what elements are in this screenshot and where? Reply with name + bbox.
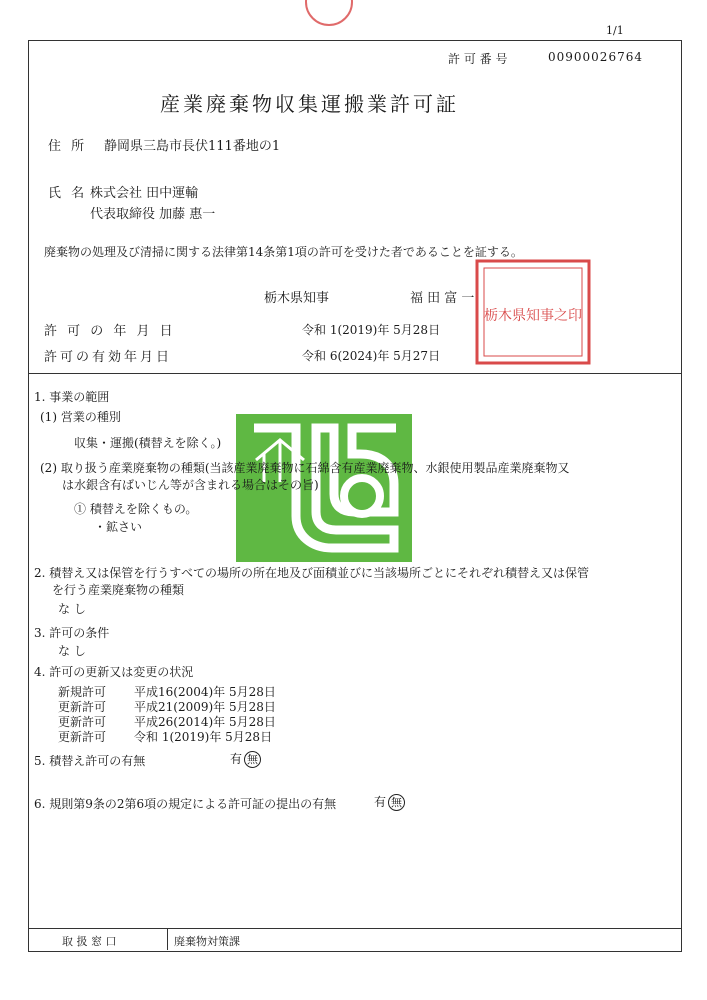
- section1-item1-value: ・鉱さい: [94, 520, 143, 534]
- section4-row-date: 平成16(2004)年 5月28日: [134, 685, 276, 699]
- document-title: 産業廃棄物収集運搬業許可証: [160, 92, 459, 116]
- section1-heading: 1. 事業の範囲: [34, 390, 110, 404]
- section4-row-type: 更新許可: [58, 715, 107, 729]
- permit-number: 00900026764: [548, 50, 643, 64]
- section3-value: な し: [58, 644, 86, 658]
- footer-column-divider: [167, 928, 168, 950]
- official-seal: [474, 258, 592, 366]
- section4-row-type: 更新許可: [58, 730, 107, 744]
- section4-row-type: 新規許可: [58, 685, 107, 699]
- emblem-circle: [344, 478, 380, 514]
- footer-label: 取 扱 窓 口: [62, 935, 117, 948]
- section2-value: な し: [58, 602, 86, 616]
- section4-heading: 4. 許可の更新又は変更の状況: [34, 665, 194, 679]
- section4-row-date: 平成26(2014)年 5月28日: [134, 715, 276, 729]
- page-number: 1/1: [606, 24, 624, 37]
- permit-date-value: 令和 1(2019)年 5月28日: [302, 323, 441, 337]
- address-label: 住 所: [48, 139, 88, 154]
- footer-value: 廃棄物対策課: [174, 935, 240, 948]
- section4-row-type: 更新許可: [58, 700, 107, 714]
- permit-number-label: 許 可 番 号: [448, 52, 508, 66]
- section4-row-date: 平成21(2009)年 5月28日: [134, 700, 276, 714]
- section6-none-circled: 無: [388, 794, 405, 811]
- expiry-date-value: 令和 6(2024)年 5月27日: [302, 349, 441, 363]
- issuer-name: 福 田 富 一: [410, 291, 475, 306]
- section6-heading: 6. 規則第9条の2第6項の規定による許可証の提出の有無: [34, 797, 337, 811]
- section2-line1: 2. 積替え又は保管を行うすべての場所の所在地及び面積並びに当該場所ごとにそれぞれ積替え又は保管: [34, 566, 590, 580]
- section5-heading: 5. 積替え許可の有無: [34, 754, 146, 768]
- representative-name: 代表取締役 加藤 惠一: [90, 207, 216, 222]
- expiry-date-label: 許可の有効年月日: [44, 350, 173, 365]
- section5-has: 有: [230, 752, 243, 766]
- footer-divider: [28, 928, 681, 929]
- official-seal-text: 栃木県知事之印: [484, 308, 582, 324]
- section6-answer: [374, 793, 405, 811]
- section6-has: 有: [374, 795, 387, 809]
- issuer-title: 栃木県知事: [264, 291, 330, 306]
- section1-item1: ① 積替えを除くもの。: [74, 502, 198, 516]
- top-seal-mark: [305, 0, 353, 26]
- section-divider: [28, 373, 681, 374]
- section1-sub2-line2: は水銀含有ばいじん等が含まれる場合はその旨): [62, 478, 319, 492]
- certification-statement: 廃棄物の処理及び清掃に関する法律第14条第1項の許可を受けた者であることを証する。: [44, 245, 523, 259]
- name-label: 氏 名: [48, 186, 88, 201]
- permit-date-label: 許 可 の 年 月 日: [44, 324, 176, 339]
- section1-sub1-value: 収集・運搬(積替えを除く。): [74, 436, 222, 450]
- section5-answer: [230, 750, 261, 768]
- company-name: 株式会社 田中運輸: [90, 186, 199, 201]
- address-value: 静岡県三島市長伏111番地の1: [104, 139, 281, 154]
- section2-line2: を行う産業廃棄物の種類: [52, 583, 185, 597]
- section4-row-date: 令和 1(2019)年 5月28日: [134, 730, 273, 744]
- section3-heading: 3. 許可の条件: [34, 626, 110, 640]
- section1-sub2-line1: (2) 取り扱う産業廃棄物の種類(当該産業廃棄物に石綿含有産業廃棄物、水銀使用製品産業廃棄物又: [40, 461, 570, 475]
- section1-sub1-heading: (1) 営業の種別: [40, 410, 121, 424]
- section5-none-circled: 無: [244, 751, 261, 768]
